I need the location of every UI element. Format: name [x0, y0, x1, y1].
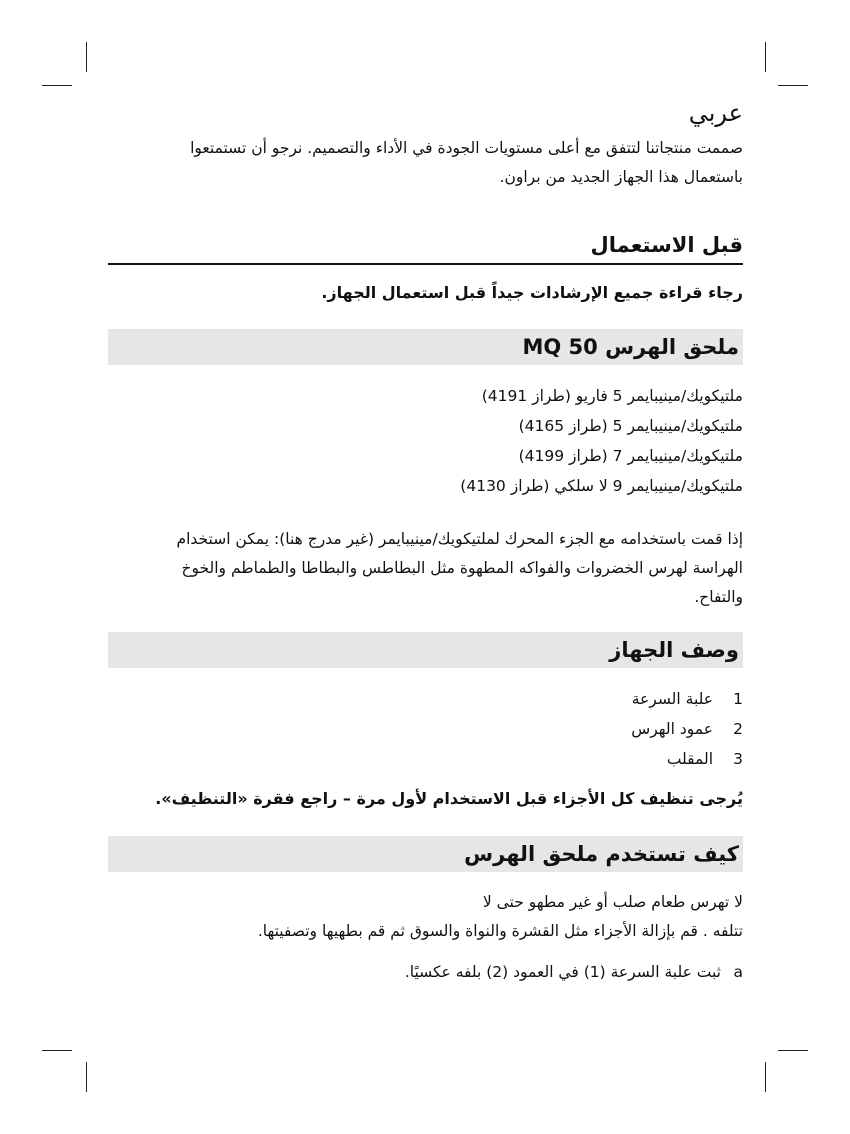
part-label: علبة السرعة — [631, 690, 713, 708]
compatible-model-item: ملتيكويك/مينيبايمر 5 فاريو (طراز 4191) — [481, 387, 743, 405]
usage-paragraph — [108, 525, 743, 612]
step-a — [108, 958, 743, 987]
intro-line-2: باستعمال هذا الجهاز الجديد من براون. — [499, 168, 743, 186]
manual-page — [108, 96, 743, 1026]
compatible-models-list — [108, 381, 743, 501]
language-label: عربي — [688, 99, 743, 127]
part-label: المقلب — [666, 750, 713, 768]
crop-mark-top-right-v — [765, 42, 766, 72]
intro-paragraph — [108, 134, 743, 192]
compatible-model-item: ملتيكويك/مينيبايمر 7 (طراز 4199) — [518, 447, 743, 465]
usage-line-2: الهراسة لهرس الخضروات والفواكه المطهوة مثل البطاطس والبطاطا والطماطم والخوخ — [181, 559, 743, 577]
how-to-paragraph — [108, 888, 743, 946]
attachment-heading-text: ملحق الهرس — [605, 335, 739, 359]
crop-mark-bottom-right-h — [778, 1050, 808, 1051]
compatible-model-item: ملتيكويك/مينيبايمر 5 (طراز 4165) — [518, 417, 743, 435]
part-number: 1 — [733, 690, 743, 708]
part-item — [108, 714, 743, 744]
part-number: 3 — [733, 750, 743, 768]
before-use-heading: قبل الاستعمال — [108, 228, 743, 265]
cleaning-note: يُرجى تنظيف كل الأجزاء قبل الاستخدام لأول مرة – راجع فقرة «التنظيف». — [155, 789, 743, 808]
how-to-line-2: تتلفه . قم بإزالة الأجزاء مثل القشرة والنواة والسوق ثم قم بطهيها وتصفيتها. — [257, 922, 743, 940]
usage-line-3: والتفاح. — [694, 588, 743, 606]
step-text: ثبت علبة السرعة (1) في العمود (2) بلفه عكسيًا. — [404, 963, 721, 981]
parts-list — [108, 684, 743, 774]
crop-mark-top-left-h — [42, 85, 72, 86]
before-use-note: رجاء قراءة جميع الإرشادات جيداً قبل استعمال الجهاز. — [321, 283, 743, 302]
compatible-model-item: ملتيكويك/مينيبايمر 9 لا سلكي (طراز 4130) — [460, 477, 743, 495]
step-letter: a — [733, 963, 743, 981]
how-to-heading: كيف تستخدم ملحق الهرس — [108, 836, 743, 872]
part-item — [108, 684, 743, 714]
part-item — [108, 744, 743, 774]
crop-mark-bottom-left-h — [42, 1050, 72, 1051]
attachment-model: MQ 50 — [522, 335, 598, 359]
intro-line-1: صممت منتجاتنا لتتفق مع أعلى مستويات الجودة في الأداء والتصميم. نرجو أن تستمتعوا — [190, 139, 743, 157]
description-heading: وصف الجهاز — [108, 632, 743, 668]
part-number: 2 — [733, 720, 743, 738]
how-to-line-1: لا تهرس طعام صلب أو غير مطهو حتى لا — [482, 893, 743, 911]
crop-mark-bottom-left-v — [86, 1062, 87, 1092]
crop-mark-top-left-v — [86, 42, 87, 72]
attachment-heading — [108, 329, 743, 365]
crop-mark-top-right-h — [778, 85, 808, 86]
usage-line-1: إذا قمت باستخدامه مع الجزء المحرك لملتيكويك/مينيبايمر (غير مدرج هنا): يمكن استخدام — [176, 530, 743, 548]
crop-mark-bottom-right-v — [765, 1062, 766, 1092]
part-label: عمود الهرس — [631, 720, 713, 738]
